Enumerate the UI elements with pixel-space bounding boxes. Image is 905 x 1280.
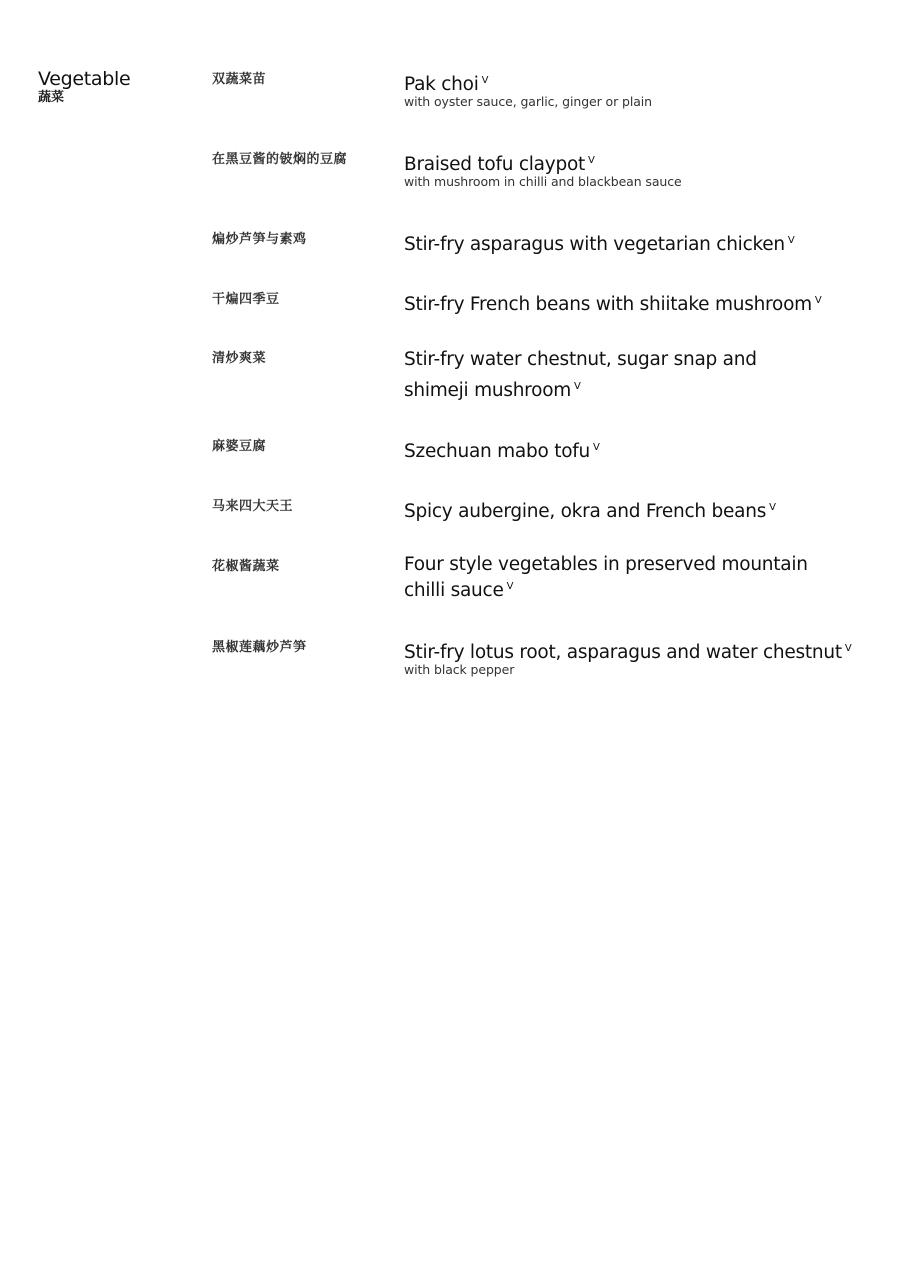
item-name-text: Szechuan mabo tofu [404,441,591,462]
item-chinese-name: 煸炒芦笋与素鸡 [212,232,307,247]
vegetarian-mark: V [574,381,581,392]
vegetarian-mark: V [481,75,489,86]
item-body [404,494,884,525]
item-chinese-name: 马来四大天王 [212,499,294,514]
item-chinese-name: 黑椒莲藕炒芦笋 [212,640,307,655]
item-chinese-name: 清炒爽菜 [212,351,267,366]
item-name-line-1: Four style vegetables in preserved mountain [404,554,808,575]
item-chinese-name: 干煸四季豆 [212,292,280,307]
vegetarian-mark: V [593,442,600,453]
item-name [404,287,884,318]
item-name [404,227,884,258]
item-name-line-1: Stir-fry water chestnut, sugar snap and [404,349,757,370]
item-body [404,227,884,258]
item-name [404,494,884,525]
item-name-line-2 [404,373,884,404]
item-description: with oyster sauce, garlic, ginger or plain [404,94,652,109]
item-name-text: Stir-fry lotus root, asparagus and water chestnut [404,642,842,663]
vegetarian-mark: V [844,643,852,654]
vegetarian-mark: V [787,235,795,246]
item-name-text: chilli sauce [404,580,504,601]
item-chinese-name: 双蔬菜苗 [212,72,267,87]
item-body [404,434,884,465]
item-chinese-name: 花椒酱蔬菜 [212,559,280,574]
item-body [404,67,884,110]
item-description: with black pepper [404,662,515,677]
item-name-text: Stir-fry asparagus with vegetarian chicken [404,234,785,255]
item-body [404,346,884,404]
item-chinese-name: 在黑豆酱的铍焖的豆腐 [212,152,348,167]
item-name-text: Braised tofu claypot [404,154,586,175]
item-body [404,554,884,602]
vegetarian-mark: V [814,295,822,306]
item-name-text: Spicy aubergine, okra and French beans [404,501,767,522]
vegetarian-mark: V [506,581,514,592]
section-title-zh: 蔬菜 [38,90,65,105]
section-heading [38,68,130,105]
item-body [404,147,884,190]
item-name [404,434,884,465]
item-chinese-name: 麻婆豆腐 [212,439,267,454]
vegetarian-mark: V [769,502,776,513]
item-name-text: Stir-fry French beans with shiitake mushroom [404,294,812,315]
item-body [404,287,884,318]
item-name-text: Pak choi [404,74,479,95]
vegetarian-mark: V [588,155,595,166]
section-title-en: Vegetable [38,68,131,90]
item-description: with mushroom in chilli and blackbean sauce [404,174,682,189]
item-name-line-2 [404,576,884,602]
item-body [404,635,884,678]
item-name-text: shimeji mushroom [404,380,572,401]
